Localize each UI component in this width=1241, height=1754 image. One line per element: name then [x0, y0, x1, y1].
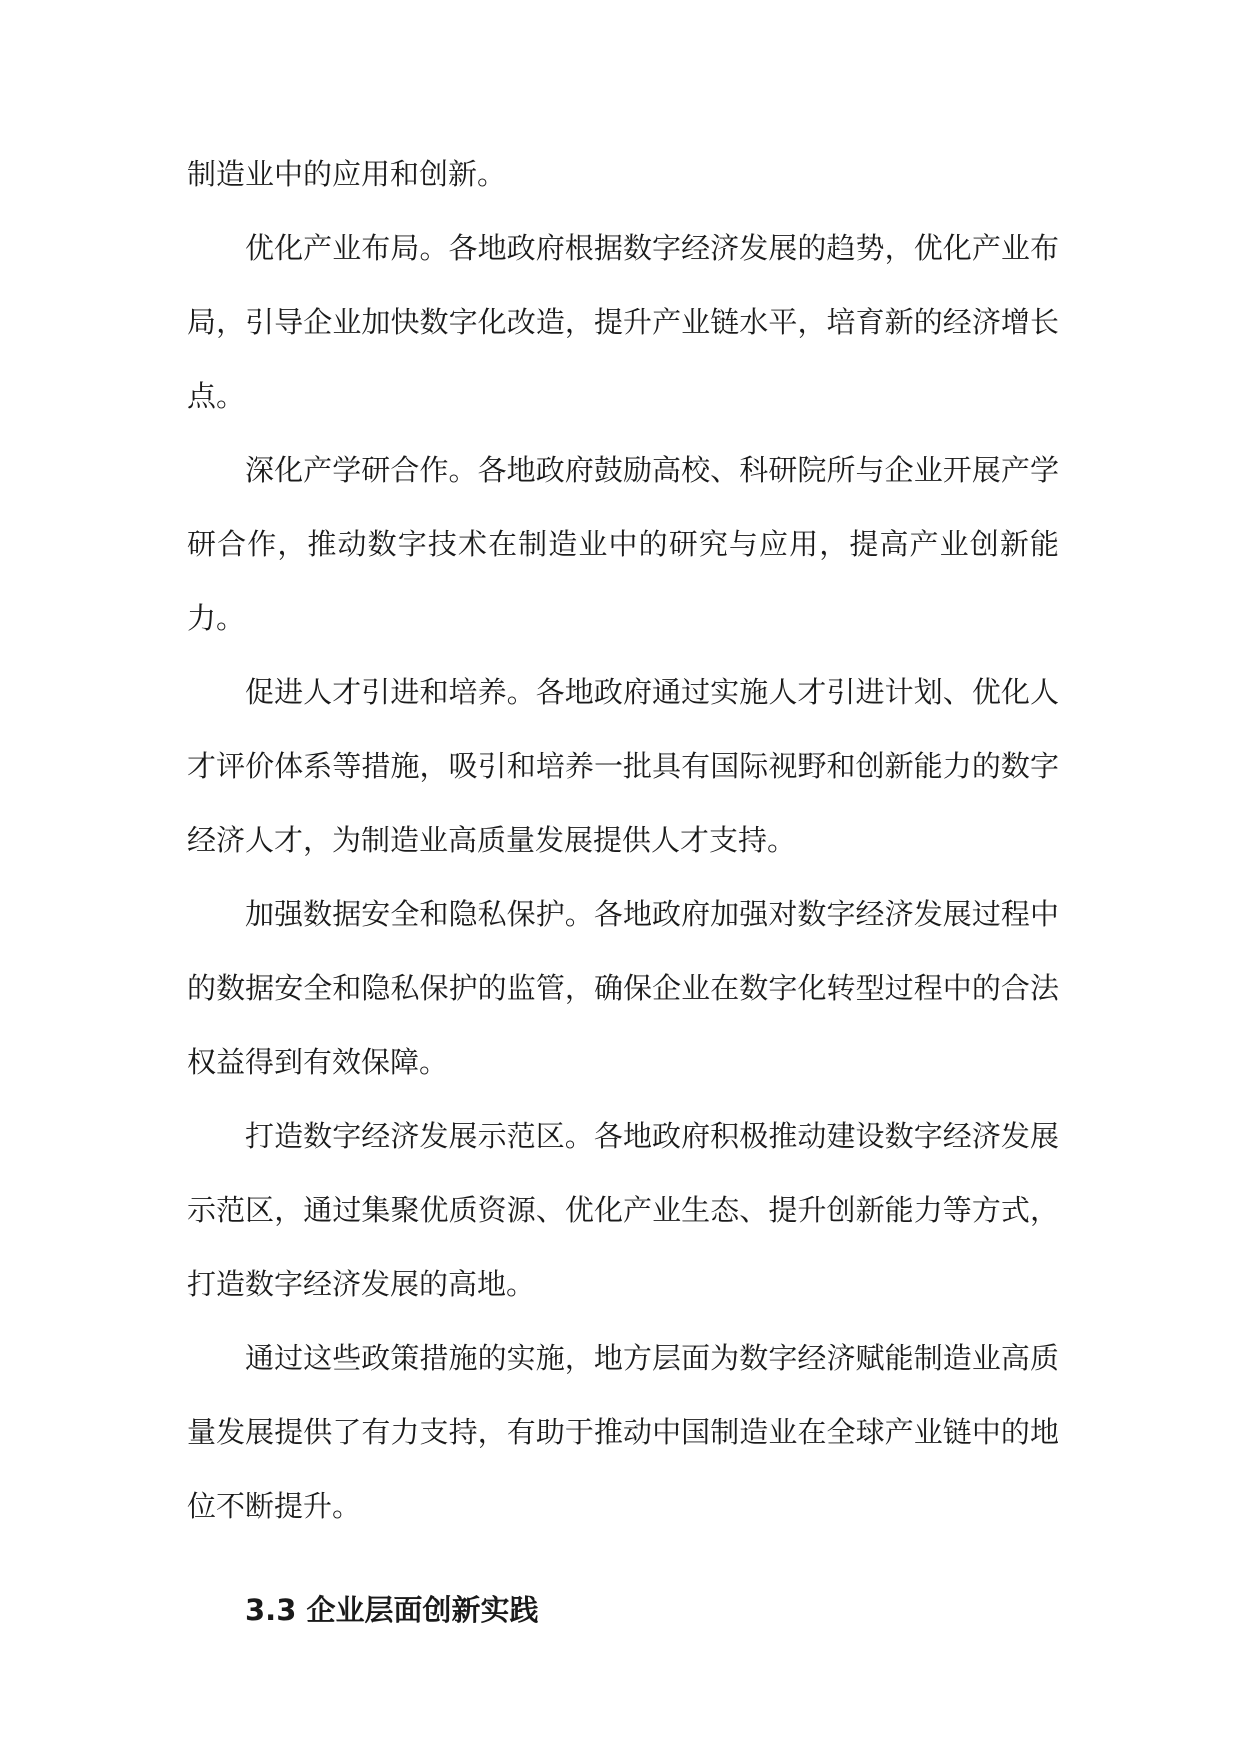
- document-body: [187, 137, 1059, 1647]
- paragraph-industry-layout: 优化产业布局。各地政府根据数字经济发展的趋势，优化产业布局，引导企业加快数字化改造，提升产业链水平，培育新的经济增长点。: [187, 231, 1059, 413]
- paragraph-data-security: 加强数据安全和隐私保护。各地政府加强对数字经济发展过程中的数据安全和隐私保护的监管，确保企业在数字化转型过程中的合法权益得到有效保障。: [187, 897, 1059, 1079]
- paragraph-continuation: 制造业中的应用和创新。: [187, 157, 507, 191]
- section-heading: 3.3 企业层面创新实践: [245, 1593, 539, 1627]
- paragraph-talent: 促进人才引进和培养。各地政府通过实施人才引进计划、优化人才评价体系等措施，吸引和培养一批具有国际视野和创新能力的数字经济人才，为制造业高质量发展提供人才支持。: [187, 675, 1059, 857]
- paragraph-summary: 通过这些政策措施的实施，地方层面为数字经济赋能制造业高质量发展提供了有力支持，有助于推动中国制造业在全球产业链中的地位不断提升。: [187, 1341, 1059, 1523]
- paragraph-research-cooperation: 深化产学研合作。各地政府鼓励高校、科研院所与企业开展产学研合作，推动数字技术在制造业中的研究与应用，提高产业创新能力。: [187, 453, 1059, 635]
- paragraph-demo-zone: 打造数字经济发展示范区。各地政府积极推动建设数字经济发展示范区，通过集聚优质资源、优化产业生态、提升创新能力等方式，打造数字经济发展的高地。: [187, 1119, 1059, 1301]
